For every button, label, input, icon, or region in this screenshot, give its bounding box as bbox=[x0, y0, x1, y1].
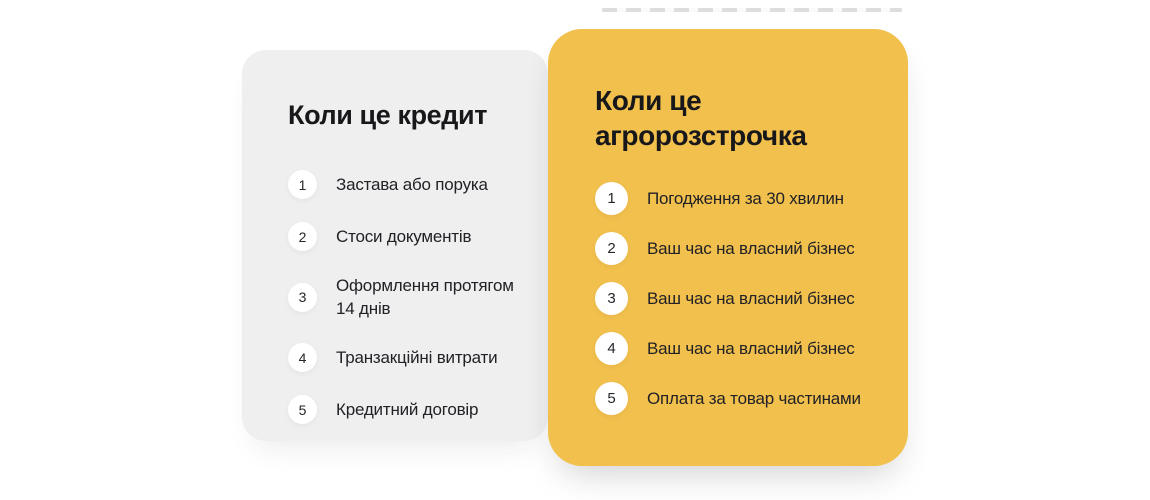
list-item-label: Застава або порука bbox=[336, 175, 488, 194]
list-item-label: Транзакційні витрати bbox=[336, 348, 498, 367]
number-badge: 2 bbox=[288, 222, 317, 251]
list-item bbox=[595, 182, 880, 215]
number-badge: 4 bbox=[288, 343, 317, 372]
number-badge: 5 bbox=[595, 382, 628, 415]
list-item-label: Стоси документів bbox=[336, 227, 472, 246]
installment-card bbox=[548, 29, 908, 466]
credit-card bbox=[242, 50, 548, 441]
number-badge: 3 bbox=[288, 283, 317, 312]
list-item bbox=[288, 343, 520, 372]
list-item bbox=[288, 395, 520, 424]
number-badge: 1 bbox=[595, 182, 628, 215]
credit-card-title: Коли це кредит bbox=[288, 100, 488, 130]
cropped-text-artifact bbox=[602, 8, 902, 12]
installment-card-items bbox=[595, 182, 880, 415]
installment-card-title: Коли це агророзстрочка bbox=[595, 85, 807, 151]
list-item bbox=[595, 332, 880, 365]
list-item-label: Оплата за товар частинами bbox=[647, 389, 861, 408]
list-item-label: Кредитний договір bbox=[336, 400, 479, 419]
number-badge: 1 bbox=[288, 170, 317, 199]
list-item bbox=[288, 274, 520, 320]
number-badge: 4 bbox=[595, 332, 628, 365]
list-item bbox=[288, 222, 520, 251]
list-item bbox=[288, 170, 520, 199]
list-item bbox=[595, 282, 880, 315]
list-item-label: Ваш час на власний бізнес bbox=[647, 289, 855, 308]
number-badge: 5 bbox=[288, 395, 317, 424]
number-badge: 3 bbox=[595, 282, 628, 315]
list-item-label: Ваш час на власний бізнес bbox=[647, 339, 855, 358]
list-item-label: Погодження за 30 хвилин bbox=[647, 189, 844, 208]
list-item bbox=[595, 382, 880, 415]
list-item-label: Ваш час на власний бізнес bbox=[647, 239, 855, 258]
list-item bbox=[595, 232, 880, 265]
list-item-label: Оформлення протягом 14 днів bbox=[336, 276, 514, 318]
credit-card-items bbox=[288, 170, 520, 424]
number-badge: 2 bbox=[595, 232, 628, 265]
